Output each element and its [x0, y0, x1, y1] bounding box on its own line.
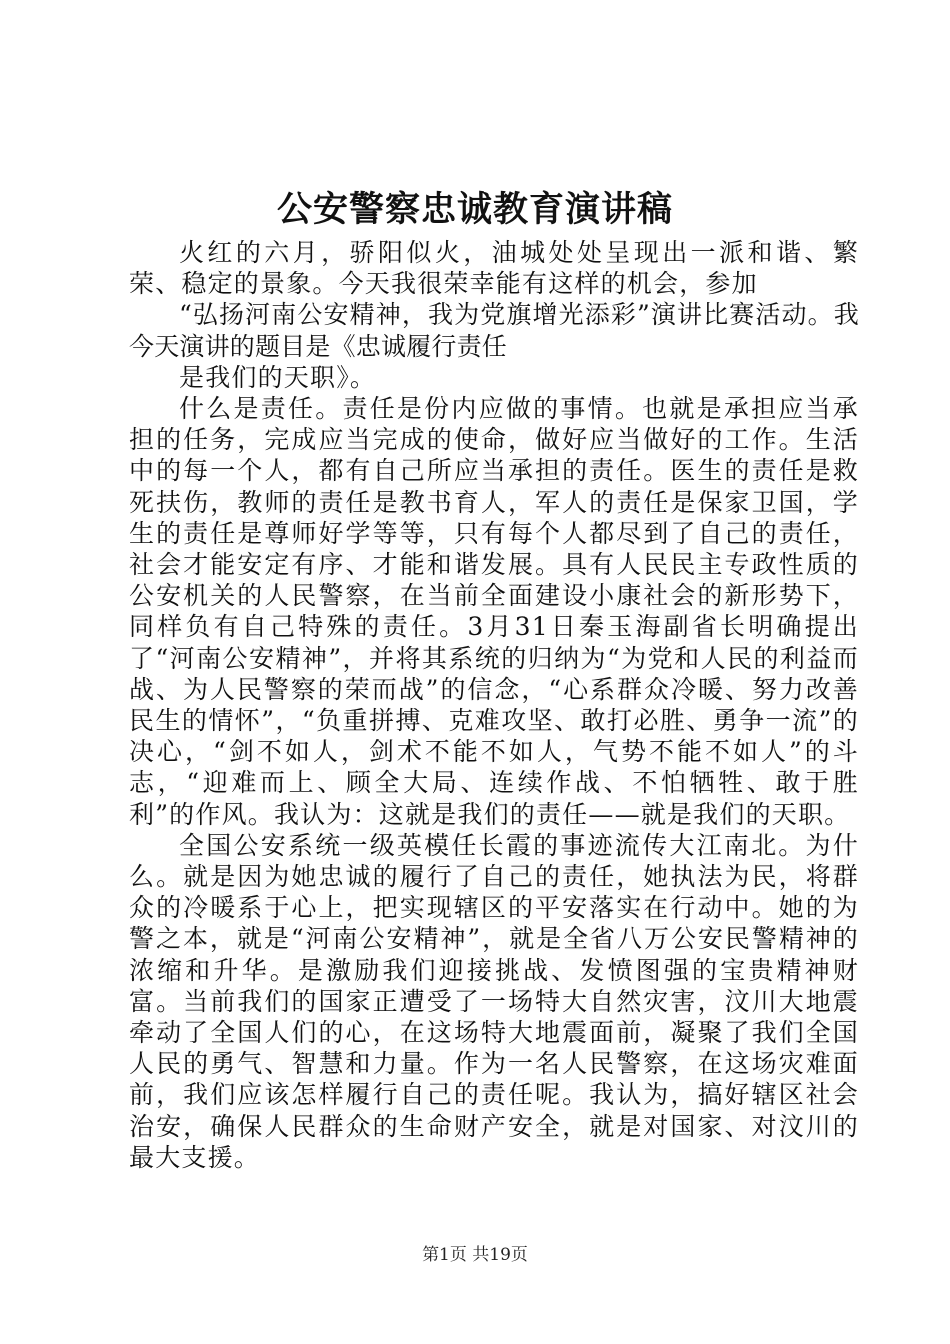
paragraph-topic: 是我们的天职》。 [179, 362, 377, 392]
paragraph-intro: 火红的六月，骄阳似火，油城处处呈现出一派和谐、繁荣、稳定的景象。今天我很荣幸能有这样的机会，参加 [129, 238, 859, 299]
document-body [129, 237, 859, 1173]
page-number-footer: 第1页 共19页 [422, 1245, 528, 1265]
paragraph-responsibility: 什么是责任。责任是份内应做的事情。也就是承担应当承担的任务，完成应当完成的使命，做好应当做好的工作。生活中的每一个人，都有自己所应当承担的责任。医生的责任是救死扶伤，教师的责任是教书育人，军人的责任是保家卫国，学生的责任是尊师好学等等，只有每个人都尽到了自己的责任，社会才能安定有序、才能和谐发展。具有人民民主专政性质的公安机关的人民警察，在当前全面建设小康社会的新形势下，同样负有自己特殊的责任。3月31日秦玉海副省长明确提出了“河南公安精神”，并将其系统的归纳为“为党和人民的利益而战、为人民警察的荣而战”的信念，“心系群众冷暖、努力改善民生的情怀”，“负重拼搏、克难攻坚、敢打必胜、勇争一流”的决心，“剑不如人，剑术不能不如人，气势不能不如人”的斗志，“迎难而上、顾全大局、连续作战、不怕牺牲、敢于胜利”的作风。我认为：这就是我们的责任——就是我们的天职。 [129, 394, 859, 829]
paragraph-event: “弘扬河南公安精神，我为党旗增光添彩”演讲比赛活动。我今天演讲的题目是《忠诚履行责任 [129, 300, 859, 361]
document-title: 公安警察忠诚教育演讲稿 [276, 189, 673, 230]
paragraph-ren-changxia: 全国公安系统一级英模任长霞的事迹流传大江南北。为什么。就是因为她忠诚的履行了自己的责任，她执法为民，将群众的冷暖系于心上，把实现辖区的平安落实在行动中。她的为警之本，就是“河南公安精神”，就是全省八万公安民警精神的浓缩和升华。是激励我们迎接挑战、发愤图强的宝贵精神财富。当前我们的国家正遭受了一场特大自然灾害，汶川大地震牵动了全国人们的心，在这场特大地震面前，凝聚了我们全国人民的勇气、智慧和力量。作为一名人民警察，在这场灾难面前，我们应该怎样履行自己的责任呢。我认为，搞好辖区社会治安，确保人民群众的生命财产安全，就是对国家、对汶川的最大支援。 [129, 830, 859, 1172]
